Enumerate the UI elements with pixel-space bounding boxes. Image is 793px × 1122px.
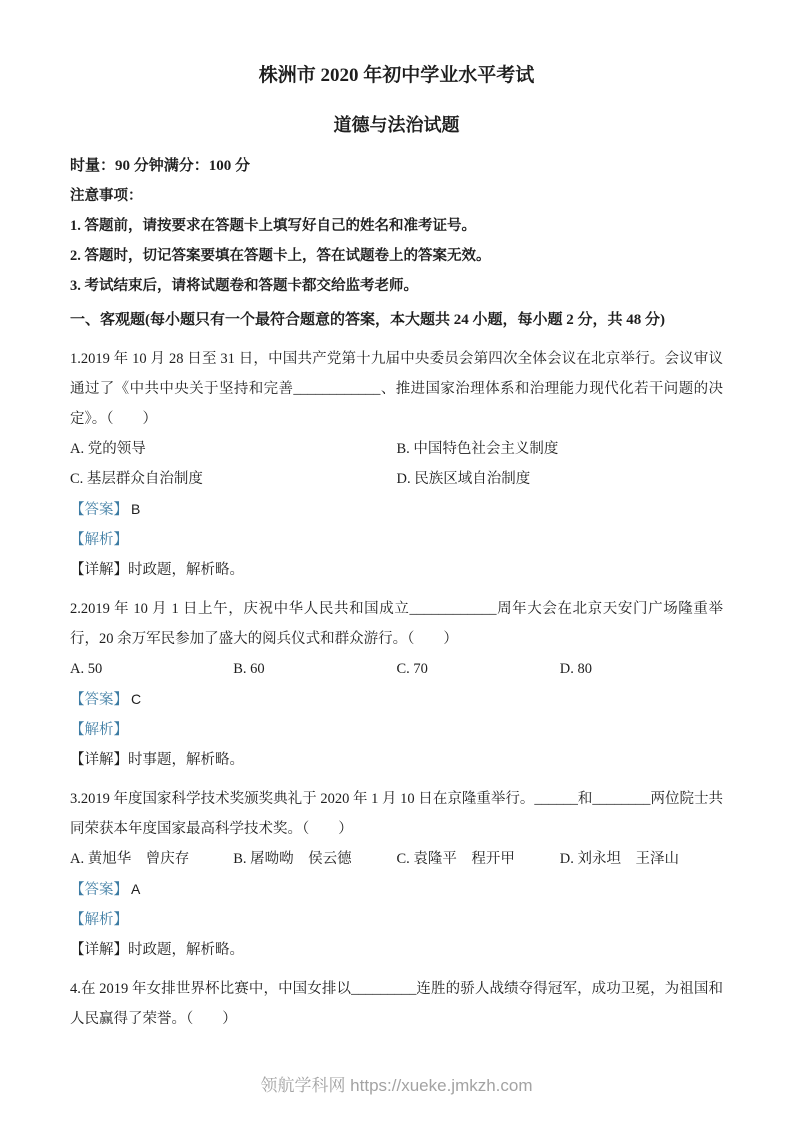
question-stem: 3.2019 年度国家科学技术奖颁奖典礼于 2020 年 1 月 10 日在京隆重举行。______和________两位院士共同荣获本年度国家最高科学技术奖。（ ） bbox=[70, 791, 723, 837]
answer-line bbox=[70, 684, 723, 715]
detail-line bbox=[70, 555, 723, 585]
question-3 bbox=[70, 784, 723, 965]
option-c: C. 70 bbox=[396, 661, 428, 677]
exam-subtitle: 道德与法治试题 bbox=[333, 115, 460, 135]
option-a: A. 黄旭华 曾庆存 bbox=[70, 851, 190, 867]
question-4 bbox=[70, 974, 723, 1034]
answer-line bbox=[70, 494, 723, 525]
detail-text: 时政题，解析略。 bbox=[128, 942, 244, 958]
detail-text: 时政题，解析略。 bbox=[128, 562, 244, 578]
answer-value: C bbox=[131, 691, 142, 707]
options-row bbox=[70, 654, 723, 684]
options-row bbox=[70, 464, 723, 494]
question-stem: 1.2019 年 10 月 28 日至 31 日，中国共产党第十九届中央委员会第四次全体会议在北京举行。会议审议通过了《中共中央关于坚持和完善____________、推进国家治理体系和治理能力现代化若干问题的决定》。（ ） bbox=[70, 351, 723, 427]
answer-line bbox=[70, 874, 723, 905]
detail-line bbox=[70, 745, 723, 775]
notice-heading: 注意事项： bbox=[70, 188, 143, 204]
detail-label: 【详解】 bbox=[70, 562, 128, 578]
option-c: C. 袁隆平 程开甲 bbox=[396, 851, 515, 867]
detail-line bbox=[70, 935, 723, 965]
detail-label: 【详解】 bbox=[70, 942, 128, 958]
answer-value: A bbox=[131, 881, 141, 897]
answer-label: 【答案】 bbox=[70, 502, 128, 518]
analysis-label: 【解析】 bbox=[70, 912, 128, 928]
question-1 bbox=[70, 344, 723, 585]
detail-text: 时事题，解析略。 bbox=[128, 752, 244, 768]
notice-item-1: 1. 答题前，请按要求在答题卡上填写好自己的姓名和准考证号。 bbox=[70, 218, 476, 234]
options-row bbox=[70, 434, 723, 464]
option-a: A. 50 bbox=[70, 661, 103, 677]
option-b: B. 中国特色社会主义制度 bbox=[396, 441, 559, 457]
answer-label: 【答案】 bbox=[70, 882, 128, 898]
watermark-footer: 领航学科网 https://xueke.jmkzh.com bbox=[260, 1076, 533, 1095]
duration-score-line: 时量：90 分钟满分：100 分 bbox=[70, 158, 251, 174]
notice-item-2: 2. 答题时，切记答案要填在答题卡上，答在试题卷上的答案无效。 bbox=[70, 248, 491, 264]
question-stem: 2.2019 年 10 月 1 日上午，庆祝中华人民共和国成立____________周年大会在北京天安门广场隆重举行，20 余万军民参加了盛大的阅兵仪式和群众游行。（ ） bbox=[70, 601, 723, 647]
option-d: D. 民族区域自治制度 bbox=[396, 471, 531, 487]
option-b: B. 60 bbox=[233, 661, 265, 677]
option-d: D. 刘永坦 王泽山 bbox=[559, 851, 679, 867]
option-b: B. 屠呦呦 侯云德 bbox=[233, 851, 352, 867]
option-c: C. 基层群众自治制度 bbox=[70, 471, 203, 487]
answer-value: B bbox=[131, 501, 141, 517]
exam-title: 株洲市 2020 年初中学业水平考试 bbox=[258, 65, 535, 86]
notice-item-3: 3. 考试结束后，请将试题卷和答题卡都交给监考老师。 bbox=[70, 278, 418, 294]
option-a: A. 党的领导 bbox=[70, 441, 146, 457]
section-heading: 一、客观题(每小题只有一个最符合题意的答案，本大题共 24 小题，每小题 2 分，共 48 分) bbox=[70, 312, 665, 328]
answer-label: 【答案】 bbox=[70, 692, 128, 708]
question-stem: 4.在 2019 年女排世界杯比赛中，中国女排以_________连胜的骄人战绩夺得冠军，成功卫冕，为祖国和人民赢得了荣誉。（ ） bbox=[70, 981, 723, 1027]
detail-label: 【详解】 bbox=[70, 752, 128, 768]
question-2 bbox=[70, 594, 723, 775]
analysis-label: 【解析】 bbox=[70, 722, 128, 738]
options-row bbox=[70, 844, 723, 874]
option-d: D. 80 bbox=[559, 661, 592, 677]
analysis-label: 【解析】 bbox=[70, 532, 128, 548]
